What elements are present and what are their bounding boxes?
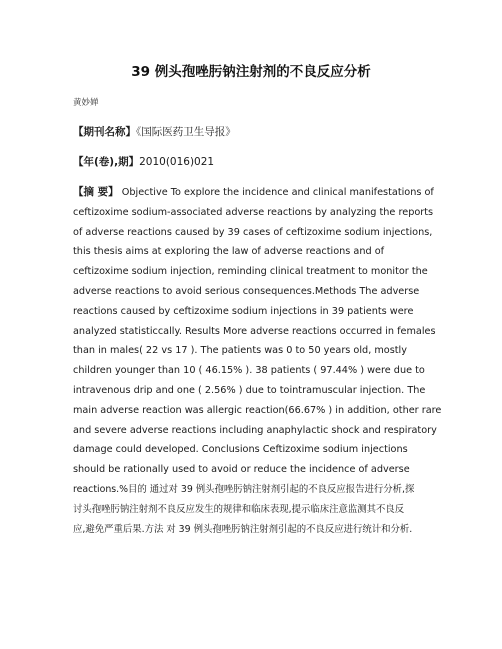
- abstract-line: of adverse reactions caused by 39 cases of ceftizoxime sodium injections,: [73, 226, 433, 238]
- abstract-line: ceftizoxime sodium-associated adverse reactions by analyzing the reports: [73, 206, 434, 218]
- abstract-line: children younger than 10 ( 46.15% ). 38 patients ( 97.44% ) were due to: [73, 365, 425, 377]
- abstract-line: main adverse reaction was allergic reaction(66.67% ) in addition, other rare: [73, 404, 442, 416]
- abstract-line: 讨头孢唑肟钠注射剂不良反应发生的规律和临床表现,提示临床注意监测其不良反: [73, 503, 405, 515]
- abstract-line: damage could developed. Conclusions Ceftizoxime sodium injections: [73, 444, 408, 456]
- abstract-line: reactions.%目的 通过对 39 例头孢唑肟钠注射剂引起的不良反应报告进行分析,探: [73, 483, 415, 495]
- abstract-line: should be rationally used to avoid or reduce the incidence of adverse: [73, 464, 410, 476]
- abstract-line: than in males( 22 vs 17 ). The patients was 0 to 50 years old, mostly: [73, 345, 407, 357]
- abstract-line: intravenous drip and one ( 2.56% ) due to tointramuscular injection. The: [73, 384, 426, 396]
- journal-line: [73, 125, 236, 139]
- abstract-line: [73, 183, 445, 203]
- author-name: 黄妙婵: [73, 98, 99, 108]
- year-issue-label: 【年(卷),期】: [73, 156, 140, 168]
- document-title: 39 例头孢唑肟钠注射剂的不良反应分析: [131, 64, 371, 80]
- journal-value: 《国际医药卫生导报》: [136, 126, 236, 138]
- abstract-line: this thesis aims at exploring the law of adverse reactions and of: [73, 246, 385, 258]
- abstract-line: ceftizoxime sodium injection, reminding clinical treatment to monitor the: [73, 266, 428, 278]
- abstract-line: reactions caused by ceftizoxime sodium injections in 39 patients were: [73, 305, 414, 317]
- abstract-line: 应,避免严重后果.方法 对 39 例头孢唑肟钠注射剂引起的不良反应进行统计和分析.: [73, 523, 413, 535]
- abstract-text: Objective To explore the incidence and clinical manifestations of: [121, 187, 434, 198]
- journal-label: 【期刊名称】: [73, 126, 136, 138]
- year-issue-value: 2010(016)021: [139, 156, 215, 168]
- abstract-line: and severe adverse reactions including anaphylactic shock and respiratory: [73, 424, 437, 436]
- year-issue-line: [73, 155, 214, 169]
- abstract-line: adverse reactions to avoid serious consequences.Methods The adverse: [73, 285, 420, 297]
- abstract-label: 【摘 要】: [73, 186, 119, 198]
- abstract-line: analyzed statisticcally. Results More adverse reactions occurred in females: [73, 325, 436, 337]
- abstract-block: [73, 183, 445, 539]
